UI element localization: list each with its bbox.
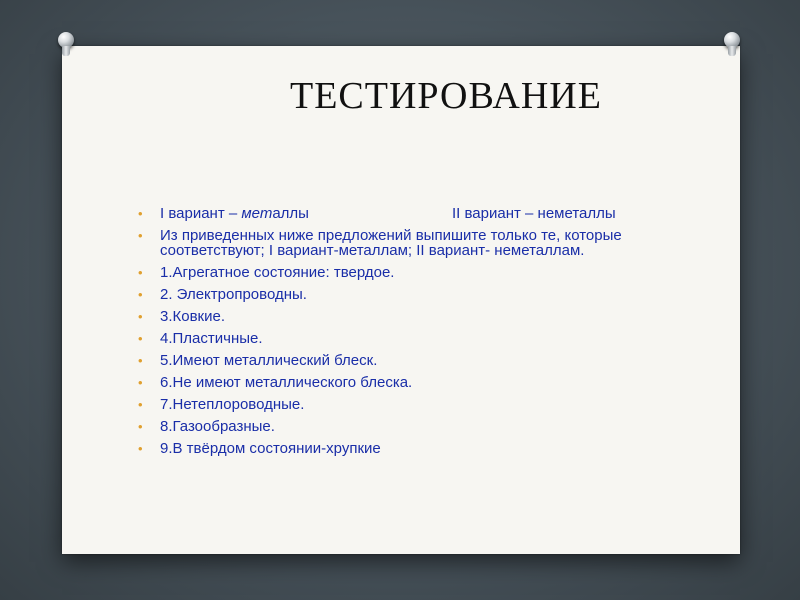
variant1-italic: мет	[241, 205, 273, 222]
variant1-suffix: аллы	[272, 205, 309, 222]
variant2-label: II вариант – неметаллы	[452, 205, 616, 222]
list-item: • 6.Не имеют металлического блеска.	[160, 375, 660, 390]
pushpin-icon	[58, 32, 74, 48]
list-item: • 2. Электропроводны.	[160, 287, 660, 302]
slide-title: ТЕСТИРОВАНИЕ	[290, 75, 602, 117]
list-item: • 4.Пластичные.	[160, 331, 660, 346]
instruction-text: • Из приведенных ниже предложений выпишите только те, которые соответствуют; I вариант-металлам; II вариант- неметаллам.	[160, 228, 660, 258]
variant1-prefix: I вариант –	[160, 205, 242, 222]
list-item: • 9.В твёрдом состоянии-хрупкие	[160, 441, 660, 456]
bullet-list	[160, 206, 660, 463]
list-item: • 1.Агрегатное состояние: твердое.	[160, 265, 660, 280]
list-item: • 7.Нетеплороводные.	[160, 397, 660, 412]
variant-line	[160, 206, 660, 221]
list-item: • 8.Газообразные.	[160, 419, 660, 434]
pushpin-icon	[724, 32, 740, 48]
list-item: • 3.Ковкие.	[160, 309, 660, 324]
list-item: • 5.Имеют металлический блеск.	[160, 353, 660, 368]
